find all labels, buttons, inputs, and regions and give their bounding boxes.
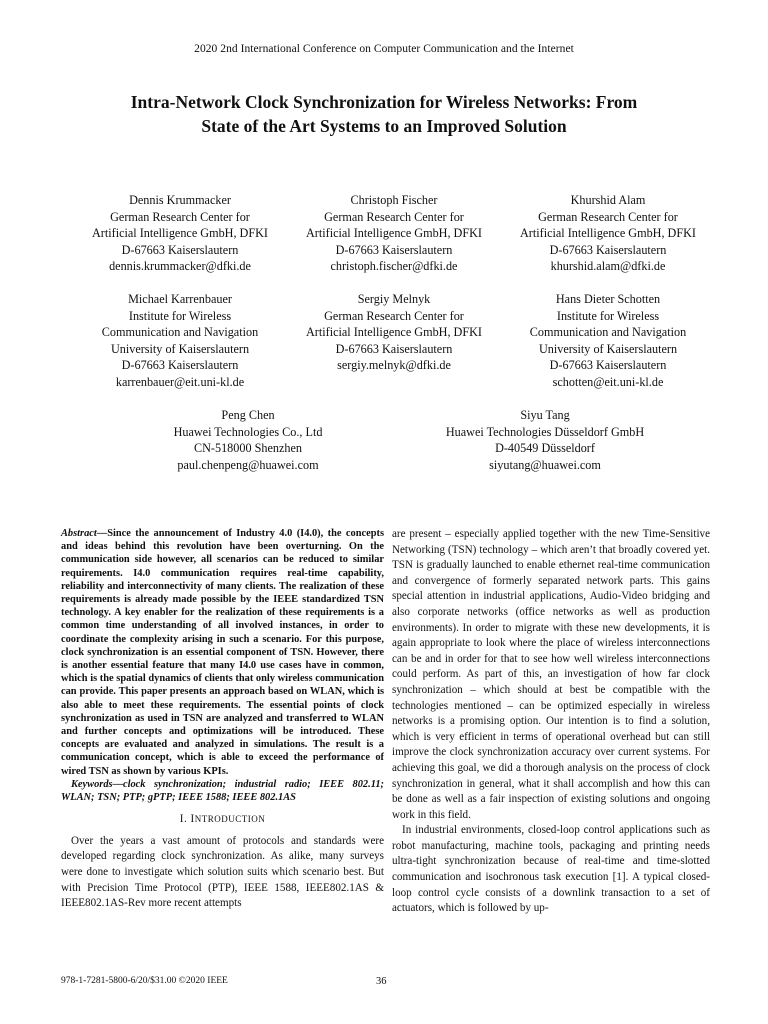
author-city: D-67663 Kaiserslautern (549, 242, 667, 257)
author-block (412, 407, 678, 473)
author-email: paul.chenpeng@huawei.com (177, 457, 319, 472)
author-city: D-67663 Kaiserslautern (335, 242, 453, 257)
author-email: karrenbauer@eit.uni-kl.de (115, 374, 245, 389)
paper-title (40, 90, 728, 138)
abstract-label: Abstract (61, 528, 97, 539)
author-email: schotten@eit.uni-kl.de (552, 374, 664, 389)
title-line-2: State of the Art Systems to an Improved Solution (201, 116, 567, 136)
author-affiliation: Artificial Intelligence GmbH, DFKI (92, 226, 268, 240)
author-block (492, 291, 724, 390)
author-affiliation: German Research Center for (324, 308, 464, 323)
author-affiliation: Artificial Intelligence GmbH, DFKI (306, 325, 482, 339)
author-affiliation: Institute for Wireless (556, 308, 660, 323)
keywords (61, 778, 384, 804)
section-numeral: I. (179, 813, 188, 826)
author-city: D-67663 Kaiserslautern (549, 358, 667, 372)
author-email: khurshid.alam@dfki.de (550, 259, 666, 273)
author-block (132, 407, 364, 473)
author-email: dennis.krummacker@dfki.de (109, 259, 251, 273)
author-name: Khurshid Alam (570, 193, 646, 207)
author-block (278, 291, 510, 374)
title-line-1: Intra-Network Clock Synchronization for Wireless Networks: From (130, 92, 638, 112)
author-city: D-67663 Kaiserslautern (121, 242, 239, 257)
author-affiliation: Communication and Navigation (101, 325, 259, 339)
author-name: Dennis Krummacker (129, 193, 231, 207)
abstract (61, 527, 384, 778)
section-heading (61, 812, 384, 828)
section-title-rest: NTRODUCTION (194, 814, 266, 825)
body-paragraph: Over the years a vast amount of protocols and standards were developed regarding clock synchronization. As alike, many surveys were done to investigate which solution suits which scenario best. But with Precision Time Protocol (PTP), IEEE 1588, IEEE802.1AS & IEEE802.1AS-Rev more recent attempts (61, 834, 384, 910)
left-column (61, 527, 384, 912)
keywords-label: Keywords (71, 778, 113, 790)
author-city: CN-518000 Shenzhen (194, 441, 302, 455)
section-title-cap: I (190, 813, 195, 826)
author-affiliation: German Research Center for (324, 209, 464, 224)
author-name: Sergiy Melnyk (357, 292, 431, 306)
copyright-footer: 978-1-7281-5800-6/20/$31.00 ©2020 IEEE (61, 976, 228, 986)
author-city: D-67663 Kaiserslautern (121, 358, 239, 372)
author-city: D-40549 Düsseldorf (495, 441, 595, 455)
author-email: christoph.fischer@dfki.de (330, 259, 458, 273)
page-number: 36 (376, 976, 387, 987)
author-email: siyutang@huawei.com (489, 457, 601, 472)
author-affiliation: Institute for Wireless (128, 308, 232, 323)
right-column (392, 527, 710, 917)
author-affiliation: Artificial Intelligence GmbH, DFKI (520, 226, 696, 240)
author-affiliation: Communication and Navigation (529, 325, 687, 339)
author-affiliation: Huawei Technologies Co., Ltd (173, 424, 323, 439)
author-affiliation: Artificial Intelligence GmbH, DFKI (306, 226, 482, 240)
author-block (492, 192, 724, 275)
author-affiliation: University of Kaiserslautern (110, 341, 250, 356)
author-name: Christoph Fischer (350, 193, 438, 207)
keywords-text: —clock synchronization; industrial radio; IEEE 802.11; WLAN; TSN; PTP; gPTP; IEEE 1588; IEEE 802.1AS (61, 778, 384, 804)
body-paragraph: are present – especially applied together with the new Time-Sensitive Networking (TSN) technology – which aren’t that broadly covered yet. TSN is gradually launched to enable ethernet real-time communication and convergence of formerly separated network parts. This gains special attention in industrial applications, Audio-Video bridging and also corporate networks (office networks as well as production environments). In order to migrate with these new developments, it is again appropriate to look where the place of wireless interconnections can be and in order for that to see how well wireless interconnections could perform. As part of this, an investigation of how far clock synchronization – which should at best be compatible with the technologies mentioned – can be optimized especially in wireless networks is a promising option. Our intention is to find a solution, which is very efficient in terms of operational overhead but can still improve the clock synchronization accuracy over current systems. For achieving this goal, we did a thorough analysis on the process of clock synchronization in general, what it shall accomplish and how this can be done as well as a fair inspection of existing solutions and ongoing work in this field. (392, 528, 710, 821)
abstract-text: —Since the announcement of Industry 4.0 (I4.0), the concepts and ideas behind this revolution have been overturning. On the communication side however, all scenarios can be reduced to similar requirements. I4.0 communication requires real-time capability, reliability and interconnectivity of many clients. The realization of these requirements is already made possible by the IEEE standardized TSN technology. A key enabler for the realization of these requirements is a common time understanding of all involved instances, in order to coordinate the complexity arising in such a scenario. For this purpose, clock synchronization is an essential component of TSN. However, there is another essential feature that many I4.0 use cases have in common, which is the spatial dynamics of clients that only wireless communication can provide. This paper presents an approach based on WLAN, which is also able to meet these requirements. The essential points of clock synchronization as used in TSN are analyzed and transferred to WLAN and further concepts and optimizations will be introduced. These concepts are evaluated and analyzed in simulations. The result is a communication concept, which is able to exceed the performance of wired TSN as shown by various KPIs. (61, 528, 384, 777)
author-city: D-67663 Kaiserslautern (335, 341, 453, 356)
author-name: Hans Dieter Schotten (555, 292, 661, 306)
author-name: Siyu Tang (520, 408, 570, 422)
body-paragraph: In industrial environments, closed-loop control applications such as robot manufacturing, machine tools, packaging and printing needs ultra-tight synchronization because of real-time and time-slotted communication and isochronous task execution [1]. A typical closed-loop control cycle consists of a downlink transaction to a set of actuators, which is followed by up- (392, 824, 710, 915)
author-affiliation: German Research Center for (110, 209, 250, 224)
author-name: Michael Karrenbauer (128, 292, 232, 306)
author-block (64, 192, 296, 275)
conference-header: 2020 2nd International Conference on Computer Communication and the Internet (194, 43, 574, 55)
author-affiliation: Huawei Technologies Düsseldorf GmbH (445, 424, 645, 439)
author-affiliation: University of Kaiserslautern (538, 341, 678, 356)
author-affiliation: German Research Center for (538, 209, 678, 224)
author-email: sergiy.melnyk@dfki.de (337, 358, 451, 372)
author-block (278, 192, 510, 275)
author-name: Peng Chen (221, 408, 275, 422)
author-block (64, 291, 296, 390)
